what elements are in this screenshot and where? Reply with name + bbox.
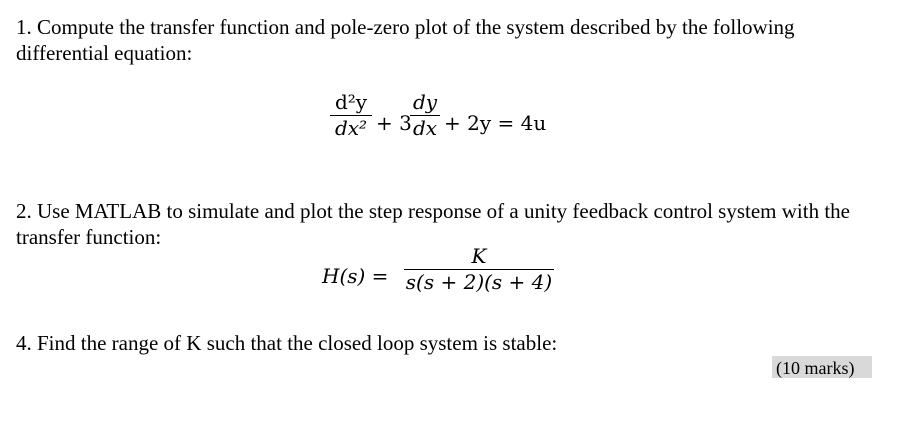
equation-remainder: + 2y = 4u [444, 111, 547, 135]
differential-equation [330, 92, 590, 154]
transfer-function-lhs: H(s) = [322, 264, 389, 288]
question-1-text: 1. Compute the transfer function and pole-zero plot of the system described by the following differential equation: [16, 15, 795, 65]
question-4-text: 4. Find the range of K such that the closed loop system is stable: [16, 331, 558, 355]
question-2-text: 2. Use MATLAB to simulate and plot the step response of a unity feedback control system with the transfer function: [16, 199, 851, 249]
marks-label: (10 marks) [776, 358, 855, 378]
first-derivative-numerator: dy [412, 90, 438, 114]
transfer-function-numerator: K [471, 244, 487, 268]
transfer-function-fraction [404, 246, 554, 292]
first-derivative-fraction [410, 92, 440, 138]
transfer-function-equation [322, 246, 562, 310]
second-derivative-fraction [330, 92, 372, 138]
transfer-function-denominator: s(s + 2)(s + 4) [405, 270, 553, 294]
second-derivative-numerator: d²y [334, 90, 368, 114]
plus-three-operator: + 3 [376, 111, 412, 135]
second-derivative-denominator: dx² [334, 116, 368, 140]
first-derivative-denominator: dx [412, 116, 438, 140]
